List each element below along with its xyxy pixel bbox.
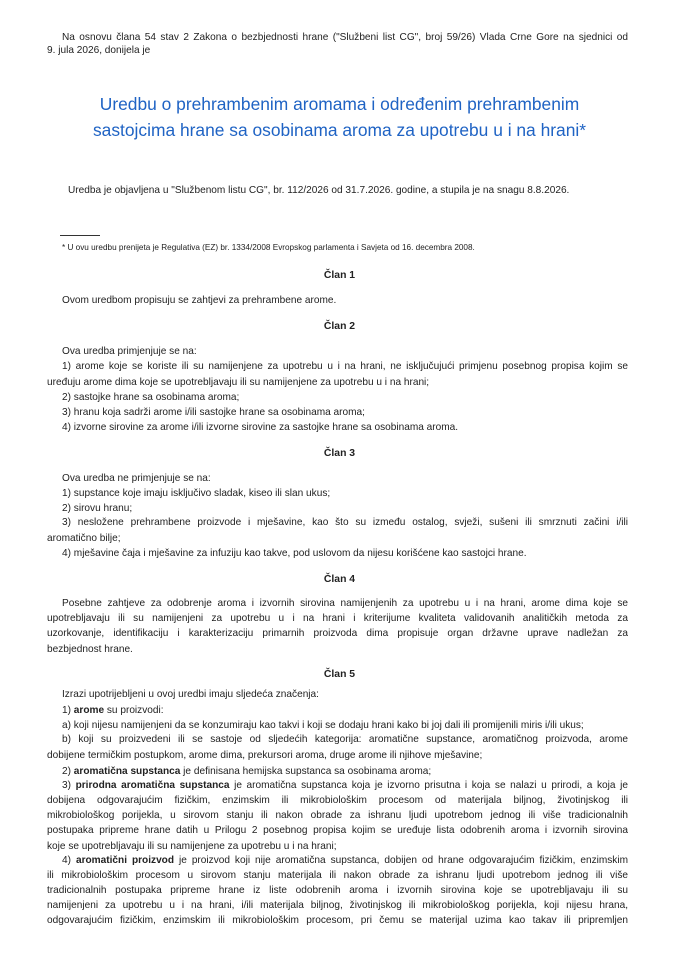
definition-item: odgovarajućim fizičkim, enzimskim ili mikrobiološkim procesom, pri čemu se materijal uzima kao takav ili pripremljen	[47, 915, 628, 926]
definition-item: dobijena odgovarajućim fizičkim, enzimskim ili mikrobiološkim procesom od materijala biljnog, životinjskog ili	[47, 795, 628, 806]
list-item: 3) nesložene prehrambene proizvode i mješavine, kao što su između ostalog, svježi, sušeni ili smrznuti začini i/ili	[62, 517, 628, 528]
article-heading: Član 1	[323, 270, 356, 281]
article-text: Posebne zahtjeve za odobrenje aroma i izvornih sirovina namijenjenih za upotrebu u i na hrani, arome dima koje se	[62, 598, 628, 609]
definition-item: 1) arome su proizvodi:	[62, 705, 164, 716]
list-item: 3) hranu koja sadrži arome i/ili sastojke hrane sa osobinama aroma;	[62, 407, 365, 418]
definition-item: 3) prirodna aromatična supstanca je aromatična supstanca koja je izvorno prisutna i koja se nalazi u prirodi, a koja je	[62, 780, 628, 791]
article-heading: Član 4	[323, 574, 356, 585]
definition-item: ili mikrobiološkim procesom u sirovom stanju materijala ili nakon obrade za ishranu ljudi upotrebom jednog ili više	[47, 870, 628, 881]
article-text: uzorkovanje, identifikaciju i karakterizaciju primarnih proizvoda dima propisuje organ državne uprave nadležan za	[47, 628, 628, 639]
article-heading: Član 2	[323, 321, 356, 332]
definition-item: mikrobiološkog porijekla, u sirovom stanju ili nakon obrade za ishranu ljudi upotrebom jednog ili više tradicionalnih	[47, 810, 628, 821]
intro-line: Na osnovu člana 54 stav 2 Zakona o bezbjednosti hrane ("Službeni list CG", broj 59/26) Vlada Crne Gore na sjednici od	[62, 32, 628, 43]
defined-term: aromatična supstanca	[73, 766, 181, 777]
definition-item: a) koji nijesu namijenjeni da se konzumiraju kao takvi i koji se dodaju hrani kako bi joj dali ili promijenili miris i/ili ukus;	[62, 720, 584, 731]
article-text: Ovom uredbom propisuju se zahtjevi za prehrambene arome.	[62, 295, 337, 306]
document-title-line: sastojcima hrane sa osobinama aroma za upotrebu u i na hrani*	[92, 120, 587, 140]
footnote: * U ovu uredbu prenijeta je Regulativa (EZ) br. 1334/2008 Evropskog parlamenta i Savjeta od 16. decembra 2008.	[62, 243, 475, 252]
definition-item: namijenjeni za upotrebu u i na hrani, i/ili materijala biljnog, životinjskog ili mikrobiološkog porijekla, koji nijesu hrana,	[47, 900, 628, 911]
list-item: 1) supstance koje imaju isključivo sladak, kiseo ili slan ukus;	[62, 488, 331, 499]
definition-item: tradicionalnih postupaka pripreme hrane iz liste odobrenih aroma i izvornih sirovina koje se upotrebljavaju ili su	[47, 885, 628, 896]
publication-note: Uredba je objavljena u "Službenom listu CG", br. 112/2026 od 31.7.2026. godine, a stupila je na snagu 8.8.2026.	[68, 185, 570, 196]
list-item: 4) izvorne sirovine za arome i/ili izvorne sirovine za sastojke hrane sa osobinama aroma.	[62, 422, 459, 433]
article-text: bezbjednost hrane.	[47, 644, 133, 655]
defined-term: aromatični proizvod	[75, 855, 175, 866]
definition-item: 4) aromatični proizvod je proizvod koji nije aromatična supstanca, dobijen od hrane odgovarajućim fizičkim, enzimskim	[62, 855, 629, 866]
intro-line: 9. jula 2026, donijela je	[47, 45, 151, 56]
list-item: 1) arome koje se koriste ili su namijenjene za upotrebu u i na hrani, ne isključujući primjenu posebnog propisa kojim se	[62, 361, 628, 372]
list-item: 2) sastojke hrane sa osobinama aroma;	[62, 392, 240, 403]
article-heading: Član 3	[323, 448, 356, 459]
definition-item: dobijene termičkim postupkom, arome dima, prekursori aroma, druge arome ili njihove mješavine;	[47, 750, 483, 761]
list-item: 2) sirovu hranu;	[62, 503, 133, 514]
defined-term: prirodna aromatična supstanca	[75, 780, 230, 791]
list-item: uređuju arome dima koje se upotrebljavaju ili su namijenjene za upotrebu u i na hrani;	[47, 377, 430, 388]
definition-item: 2) aromatična supstanca je definisana hemijska supstanca sa osobinama aroma;	[62, 766, 432, 777]
document-title-line: Uredbu o prehrambenim aromama i određenim prehrambenim	[99, 94, 580, 114]
definition-item: b) koji su proizvedeni ili se sastoje od sljedećih kategorija: aromatične supstance, aromatičnog proizvoda, arome	[62, 734, 628, 745]
definition-item: postupaka pripreme hrane datih u Prilogu 2 posebnog propisa kojim se uređuje lista odobrenih aroma i izvornih sirovina	[47, 825, 628, 836]
defined-term: arome	[73, 705, 105, 716]
article-text: upotrebljavaju ili su namijenjeni za upotrebu u i na hrani i kriterijume kvaliteta validovanih analitičkih metoda za	[47, 613, 628, 624]
list-item: aromatično bilje;	[47, 533, 121, 544]
article-text: Izrazi upotrijebljeni u ovoj uredbi imaju sljedeća značenja:	[62, 689, 319, 700]
definition-item: koje se upotrebljavaju ili su namijenjene za upotrebu u i na hrani;	[47, 841, 337, 852]
list-item: 4) mješavine čaja i mješavine za infuziju kao takve, pod uslovom da nijesu korišćene kao sastojci hrane.	[62, 548, 527, 559]
article-text: Ova uredba primjenjuje se na:	[62, 346, 197, 357]
footnote-divider	[60, 235, 100, 236]
article-heading: Član 5	[323, 669, 356, 680]
article-text: Ova uredba ne primjenjuje se na:	[62, 473, 211, 484]
